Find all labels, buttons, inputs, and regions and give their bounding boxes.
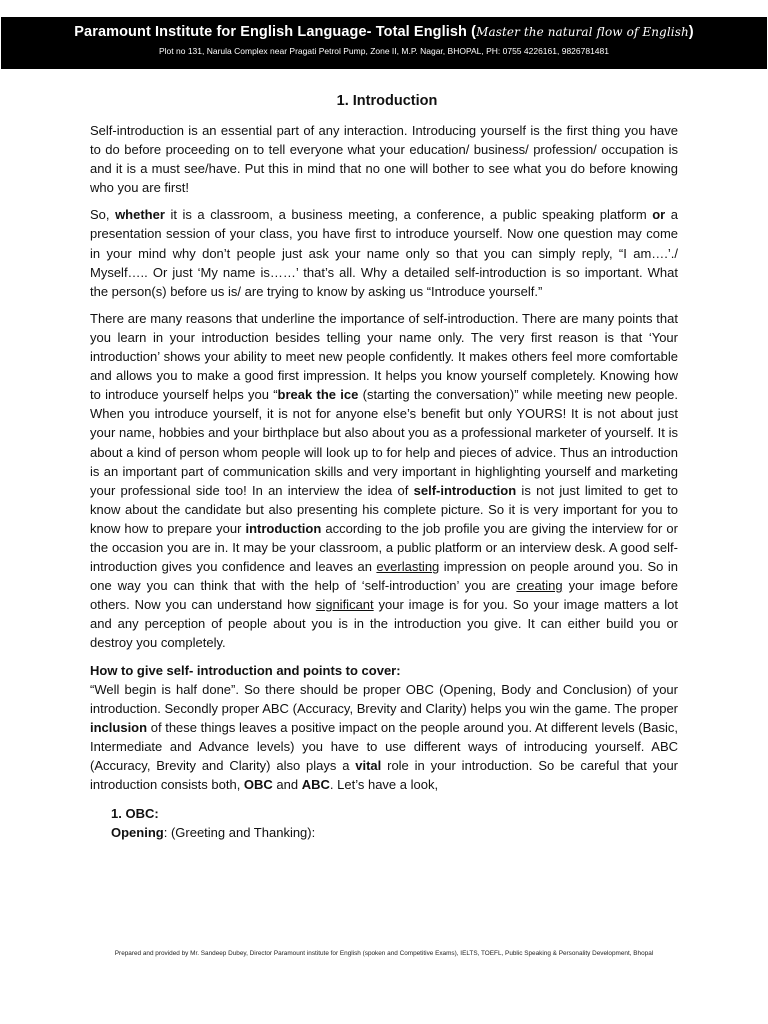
subheading-how-to: How to give self- introduction and points to cover: bbox=[90, 662, 401, 678]
page-header bbox=[1, 17, 767, 69]
header-tagline: Master the natural flow of English bbox=[476, 25, 689, 39]
page-footer: Prepared and provided by Mr. Sandeep Dubey, Director Paramount institute for English (spoken and Competitive Exams), IELTS, TOEFL, Public Speaking & Personality Development, Bhopal bbox=[114, 950, 654, 957]
list-item-opening: Opening: (Greeting and Thanking): bbox=[111, 825, 316, 841]
paragraph-4: “Well begin is half done”. So there should be proper OBC (Opening, Body and Conclusion) of your introduction. Secondly proper ABC (Accuracy, Brevity and Clarity) helps you win the game. The proper inclusion of these things leaves a positive impact on the people around you. At different levels (Basic, Intermediate and Advance levels) you have to use different ways of introducing yourself. ABC (Accuracy, Brevity and Clarity) also plays a vital role in your introduction. So be careful that your introduction consists both, OBC and ABC. Let’s have a look, bbox=[90, 681, 679, 793]
document-body bbox=[90, 93, 678, 842]
institute-name: Paramount Institute for English Language- Total English bbox=[74, 24, 467, 40]
list-item-obc: 1. OBC: bbox=[111, 806, 159, 822]
paragraph-3: There are many reasons that underline the importance of self-introduction. There are many points that you learn in your introduction besides telling your name only. The very first reason is that ‘Your introduction’ shows your ability to meet new people confidently. It makes others feel more comfortable and allows you to make a good first impression. It helps you know yourself completely. Knowing how to introduce yourself helps you “break the ice (starting the conversation)” while meeting new people. When you introduce yourself, it is not for anyone else’s benefit but only YOURS! It is not about just your name, hobbies and your birthplace but also about you as a professional marketer of yourself. It is about a kind of person whom people will look up to for help and pieces of advice. Thus an introduction is an important part of communication skills and very important in highlighting yourself and marketing your professional side too! In an interview the idea of self-introduction is not just limited to get to know about the candidate but also presenting his complete picture. So it is very important for you to know how to prepare your introduction according to the job profile you are giving the interview for or the occasion you are in. It may be your classroom, a public platform or an interview desk. A good self- introduction gives you confidence and leaves an everlasting impression on people around you. So in one way you can think that with the help of ‘self-introduction’ you are creating your image before others. Now you can understand how significant your image is for you. So your image matters a lot and any perception of people about you is in the introduction you give. It can either build you or destroy you completely. bbox=[90, 310, 679, 651]
section-heading: 1. Introduction bbox=[336, 93, 438, 109]
numbered-list bbox=[111, 804, 678, 842]
paragraph-2: So, whether it is a classroom, a business meeting, a conference, a public speaking platform or a presentation session of your class, you have first to introduce yourself. Now one question may come in your mind why don’t people just ask your name only so that you can simply reply, “I am….’./ Myself….. Or just ‘My name is……’ that’s all. Why a detailed self-introduction is so important. What the person(s) before us is/ are trying to know by asking us “Introduce yourself.” bbox=[90, 207, 679, 299]
header-title-line: Paramount Institute for English Language- Total English (Master the natural flow of English) bbox=[74, 24, 694, 40]
paragraph-1: Self-introduction is an essential part of any interaction. Introducing yourself is the first thing you have to do before proceeding on to tell everyone what your education/ business/ profession/ occupation is and it is a must see/have. Put this in mind that no one will bother to see what you do before knowing who you are first! bbox=[90, 123, 678, 196]
header-address: Plot no 131, Narula Complex near Pragati Petrol Pump, Zone II, M.P. Nagar, BHOPAL, PH: 0755 4226161, 9826781481 bbox=[159, 46, 609, 56]
